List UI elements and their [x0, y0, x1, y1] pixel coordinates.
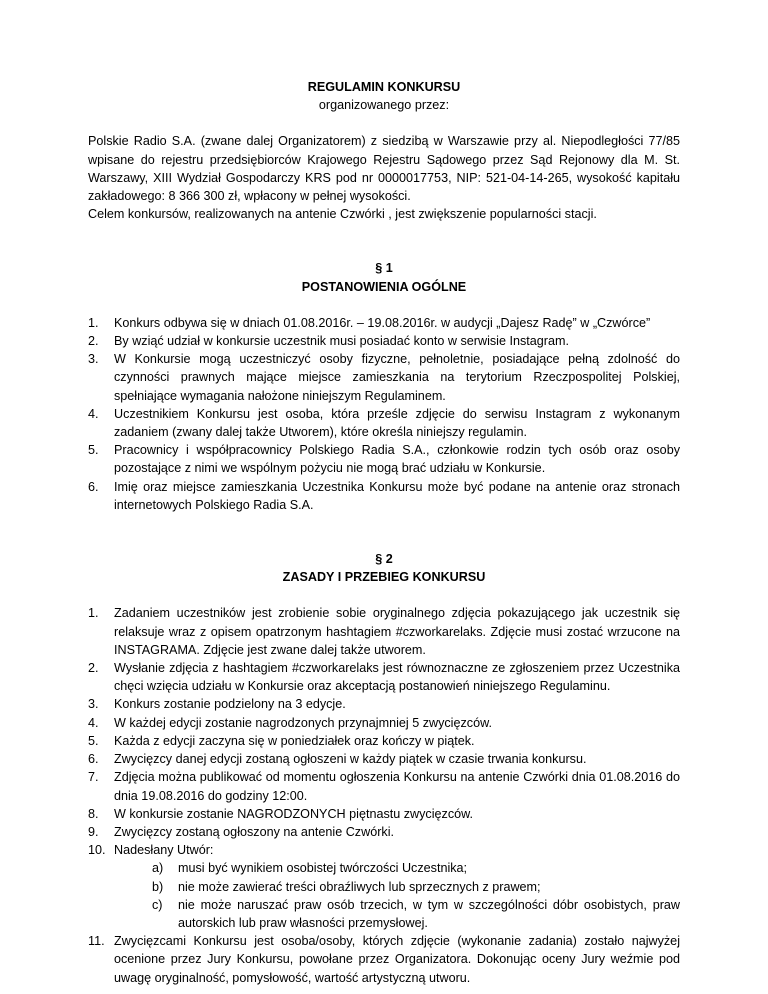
item-text: Imię oraz miejsce zamieszkania Uczestnika Konkursu może być podane na antenie oraz stronach internetowych Polskiego Radia S.A.: [114, 479, 680, 512]
item-text: Każda z edycji zaczyna się w poniedziałek oraz kończy w piątek.: [114, 733, 475, 748]
list-item: [88, 750, 680, 768]
sub-item-letter: c): [152, 897, 163, 912]
section-2-list: [88, 604, 680, 986]
section-title: ZASADY I PRZEBIEG KONKURSU: [282, 570, 486, 585]
item-number: 9.: [88, 824, 99, 839]
item-number: 11.: [88, 934, 105, 949]
section-1-list: [88, 314, 680, 514]
list-item: [88, 768, 680, 804]
item-text: By wziąć udział w konkursie uczestnik musi posiadać konto w serwisie Instagram.: [114, 334, 569, 349]
item-number: 2.: [88, 334, 99, 349]
list-item: [88, 732, 680, 750]
section-title: POSTANOWIENIA OGÓLNE: [301, 279, 467, 294]
sub-item-text: musi być wynikiem osobistej twórczości Uczestnika;: [178, 861, 468, 876]
document-page: [88, 78, 680, 987]
list-item: [88, 478, 680, 514]
sub-list-item: [114, 878, 680, 896]
section-symbol: § 2: [375, 552, 393, 567]
list-item: [88, 332, 680, 350]
item-number: 2.: [88, 661, 99, 676]
list-item: [88, 350, 680, 405]
section-symbol: § 1: [375, 261, 393, 276]
spacer: [88, 514, 680, 550]
item-number: 7.: [88, 770, 99, 785]
item-number: 8.: [88, 806, 99, 821]
item-number: 10.: [88, 843, 106, 858]
item-text: Pracownicy i współpracownicy Polskiego Radia S.A., członkowie rodzin tych osób oraz osoby pozostające z nimi we wspólnym pożyciu nie mogą brać udziału w Konkursie.: [114, 443, 680, 476]
item-text: Zwycięzcy danej edycji zostaną ogłoszeni w każdy piątek w czasie trwania konkursu.: [114, 752, 587, 767]
spacer: [88, 296, 680, 314]
list-item: [88, 441, 680, 477]
list-item: [88, 604, 680, 659]
item-number: 1.: [88, 606, 99, 621]
list-item: [88, 314, 680, 332]
section-2: [88, 550, 680, 987]
purpose-paragraph: Celem konkursów, realizowanych na antenie Czwórki , jest zwiększenie popularności stacji.: [88, 207, 597, 222]
item-text: W konkursie zostanie NAGRODZONYCH piętnastu zwycięzców.: [114, 806, 474, 821]
item-number: 6.: [88, 752, 99, 767]
item-text: Uczestnikiem Konkursu jest osoba, która prześle zdjęcie do serwisu Instagram z wykonanym zadaniem (zwany dalej także Utworem), które określa niniejszy regulamin.: [114, 406, 680, 440]
item-number: 4.: [88, 406, 99, 421]
sub-item-text: nie może naruszać praw osób trzecich, w tym w szczególności dóbr osobistych, praw autorskich lub praw własności przemysłowej.: [178, 897, 680, 930]
sub-list: [114, 859, 680, 932]
item-number: 5.: [88, 443, 99, 458]
spacer: [88, 114, 680, 132]
item-number: 5.: [88, 733, 99, 748]
list-item: [88, 805, 680, 823]
list-item: [88, 932, 680, 987]
document-subtitle: organizowanego przez:: [318, 98, 450, 113]
item-text: Zadaniem uczestników jest zrobienie sobie oryginalnego zdjęcia pokazującego jak uczestnik się relaksuje wraz z opisem opatrzonym hashtagiem #czworkarelaks. Zdjęcie musi zostać wrzucone na INSTAGRAMA. Zdjęcie jest zwane dalej także utworem.: [114, 606, 680, 657]
spacer: [88, 586, 680, 604]
section-1: [88, 259, 680, 514]
list-item: [88, 659, 680, 695]
sub-item-text: nie może zawierać treści obraźliwych lub sprzecznych z prawem;: [178, 879, 541, 894]
item-text: Wysłanie zdjęcia z hashtagiem #czworkarelaks jest równoznaczne ze zgłoszeniem przez Uczestnika chęci wzięcia udziału w Konkursie oraz akceptacją postanowień niniejszego Regulaminu.: [114, 661, 680, 694]
item-number: 4.: [88, 715, 99, 730]
organizer-paragraph: Polskie Radio S.A. (zwane dalej Organizatorem) z siedzibą w Warszawie przy al. Niepodległości 77/85 wpisane do rejestru przedsiębiorców Krajowego Rejestru Sądowego przez Sąd Rejonowy dla M. St. Warszawy, XIII Wydział Gospodarczy KRS pod nr 0000017753, NIP: 521-04-14-265, wysokość kapitału zakładowego: 8 366 300 zł, wpłacony w pełnej wysokości.: [88, 134, 680, 204]
sub-list-item: [114, 896, 680, 932]
item-text: Zwycięzcami Konkursu jest osoba/osoby, których zdjęcie (wykonanie zadania) zostało najwyżej ocenione przez Jury Konkursu, powołane przez Organizatora. Dokonując oceny Jury weźmie pod uwagę oryginalność, pomysłowość, wartość artystyczną utworu.: [114, 934, 680, 985]
list-item: [88, 823, 680, 841]
document-title: REGULAMIN KONKURSU: [307, 80, 461, 94]
list-item: [88, 695, 680, 713]
sub-item-letter: b): [152, 879, 164, 894]
item-text: Zdjęcia można publikować od momentu ogłoszenia Konkursu na antenie Czwórki dnia 01.08.2016 do dnia 19.08.2016 do godziny 12:00.: [114, 770, 680, 803]
list-item: [88, 841, 680, 932]
item-number: 3.: [88, 697, 99, 712]
item-number: 1.: [88, 315, 99, 330]
item-text: Nadesłany Utwór:: [114, 843, 214, 858]
list-item: [88, 405, 680, 441]
sub-list-item: [114, 859, 680, 877]
list-item: [88, 714, 680, 732]
item-text: Konkurs zostanie podzielony na 3 edycje.: [114, 697, 346, 712]
sub-item-letter: a): [152, 861, 164, 876]
item-text: W Konkursie mogą uczestniczyć osoby fizyczne, pełnoletnie, posiadające pełną zdolność do czynności prawnych mające miejsce zamieszkania na terytorium Rzeczpospolitej Polskiej, spełniające wymagania nałożone niniejszym Regulaminem.: [114, 352, 680, 403]
spacer: [88, 223, 680, 259]
item-text: Konkurs odbywa się w dniach 01.08.2016r. – 19.08.2016r. w audycji „Dajesz Radę” w „Czwórce”: [114, 315, 651, 330]
item-number: 3.: [88, 352, 99, 367]
item-text: W każdej edycji zostanie nagrodzonych przynajmniej 5 zwycięzców.: [114, 715, 492, 730]
item-number: 6.: [88, 479, 99, 494]
item-text: Zwycięzcy zostaną ogłoszony na antenie Czwórki.: [114, 824, 394, 839]
